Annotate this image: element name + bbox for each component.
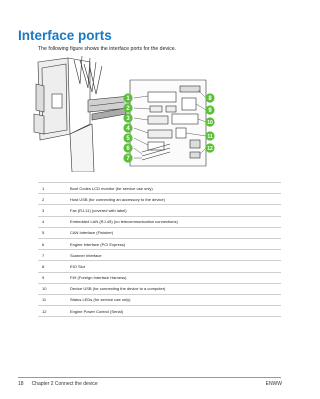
table-row <box>38 306 281 317</box>
chapter-label: Chapter 2 Connect the device <box>31 381 98 387</box>
page-number: 18 <box>18 381 24 387</box>
svg-text:7: 7 <box>126 156 130 163</box>
table-row <box>38 227 281 238</box>
footer-left <box>18 381 98 387</box>
callout-12 <box>205 143 214 152</box>
svg-text:10: 10 <box>207 120 213 127</box>
callout-1 <box>123 93 132 102</box>
port-description: Status LEDs (for service use only) <box>70 294 281 305</box>
port-description: Scanner Interface <box>70 250 281 261</box>
table-row <box>38 194 281 205</box>
port-number: 5 <box>38 227 70 238</box>
svg-text:4: 4 <box>126 126 130 133</box>
port-number: 6 <box>38 238 70 249</box>
svg-text:12: 12 <box>207 146 213 153</box>
table-row <box>38 183 281 194</box>
port-description: EIO Slot <box>70 261 281 272</box>
table-row <box>38 261 281 272</box>
footer-rule <box>18 377 281 378</box>
table-row <box>38 283 281 294</box>
table-row <box>38 205 281 216</box>
intro-text: The following figure shows the interface ports for the device. <box>38 46 177 52</box>
svg-text:8: 8 <box>208 96 212 103</box>
port-number: 2 <box>38 194 70 205</box>
port-description: Host USB (for connecting an accessory to the device) <box>70 194 281 205</box>
port-number: 4 <box>38 216 70 227</box>
port-number: 1 <box>38 183 70 194</box>
callout-7 <box>123 153 132 162</box>
table-row <box>38 238 281 249</box>
callout-2 <box>123 103 132 112</box>
port-description: Boot Codes LCD monitor (for service use only) <box>70 183 281 194</box>
svg-text:6: 6 <box>126 146 130 153</box>
table-row <box>38 294 281 305</box>
callout-6 <box>123 143 132 152</box>
table-row <box>38 216 281 227</box>
port-number: 8 <box>38 261 70 272</box>
svg-text:9: 9 <box>208 108 212 115</box>
callout-4 <box>123 123 132 132</box>
callout-3 <box>123 113 132 122</box>
svg-text:1: 1 <box>126 96 130 103</box>
svg-text:3: 3 <box>126 116 130 123</box>
port-number: 3 <box>38 205 70 216</box>
footer-brand: ENWW <box>265 381 282 387</box>
callout-10 <box>205 117 214 126</box>
port-description: Device USB (for connecting the device to a computer) <box>70 283 281 294</box>
port-description: Embedded LAN (RJ-45) (no telecommunication connections) <box>70 216 281 227</box>
svg-text:5: 5 <box>126 136 130 143</box>
svg-text:11: 11 <box>207 134 213 141</box>
interface-ports-figure <box>30 54 220 172</box>
table-row <box>38 250 281 261</box>
table-row <box>38 272 281 283</box>
port-number: 10 <box>38 283 70 294</box>
port-description: Engine Interface (PCI Express) <box>70 238 281 249</box>
callout-9 <box>205 105 214 114</box>
port-number: 11 <box>38 294 70 305</box>
port-number: 12 <box>38 306 70 317</box>
ports-table <box>38 182 281 317</box>
page-title: Interface ports <box>18 28 112 43</box>
callout-11 <box>205 131 214 140</box>
port-description: Fax (RJ-11) (covered with label) <box>70 205 281 216</box>
device-outline <box>34 56 206 172</box>
callout-8 <box>205 93 214 102</box>
svg-text:2: 2 <box>126 106 130 113</box>
port-description: CAN Interface (Finisher) <box>70 227 281 238</box>
callout-5 <box>123 133 132 142</box>
port-number: 9 <box>38 272 70 283</box>
port-number: 7 <box>38 250 70 261</box>
port-description: FIH (Foreign Interface Harness) <box>70 272 281 283</box>
port-description: Engine Power Control (Serial) <box>70 306 281 317</box>
